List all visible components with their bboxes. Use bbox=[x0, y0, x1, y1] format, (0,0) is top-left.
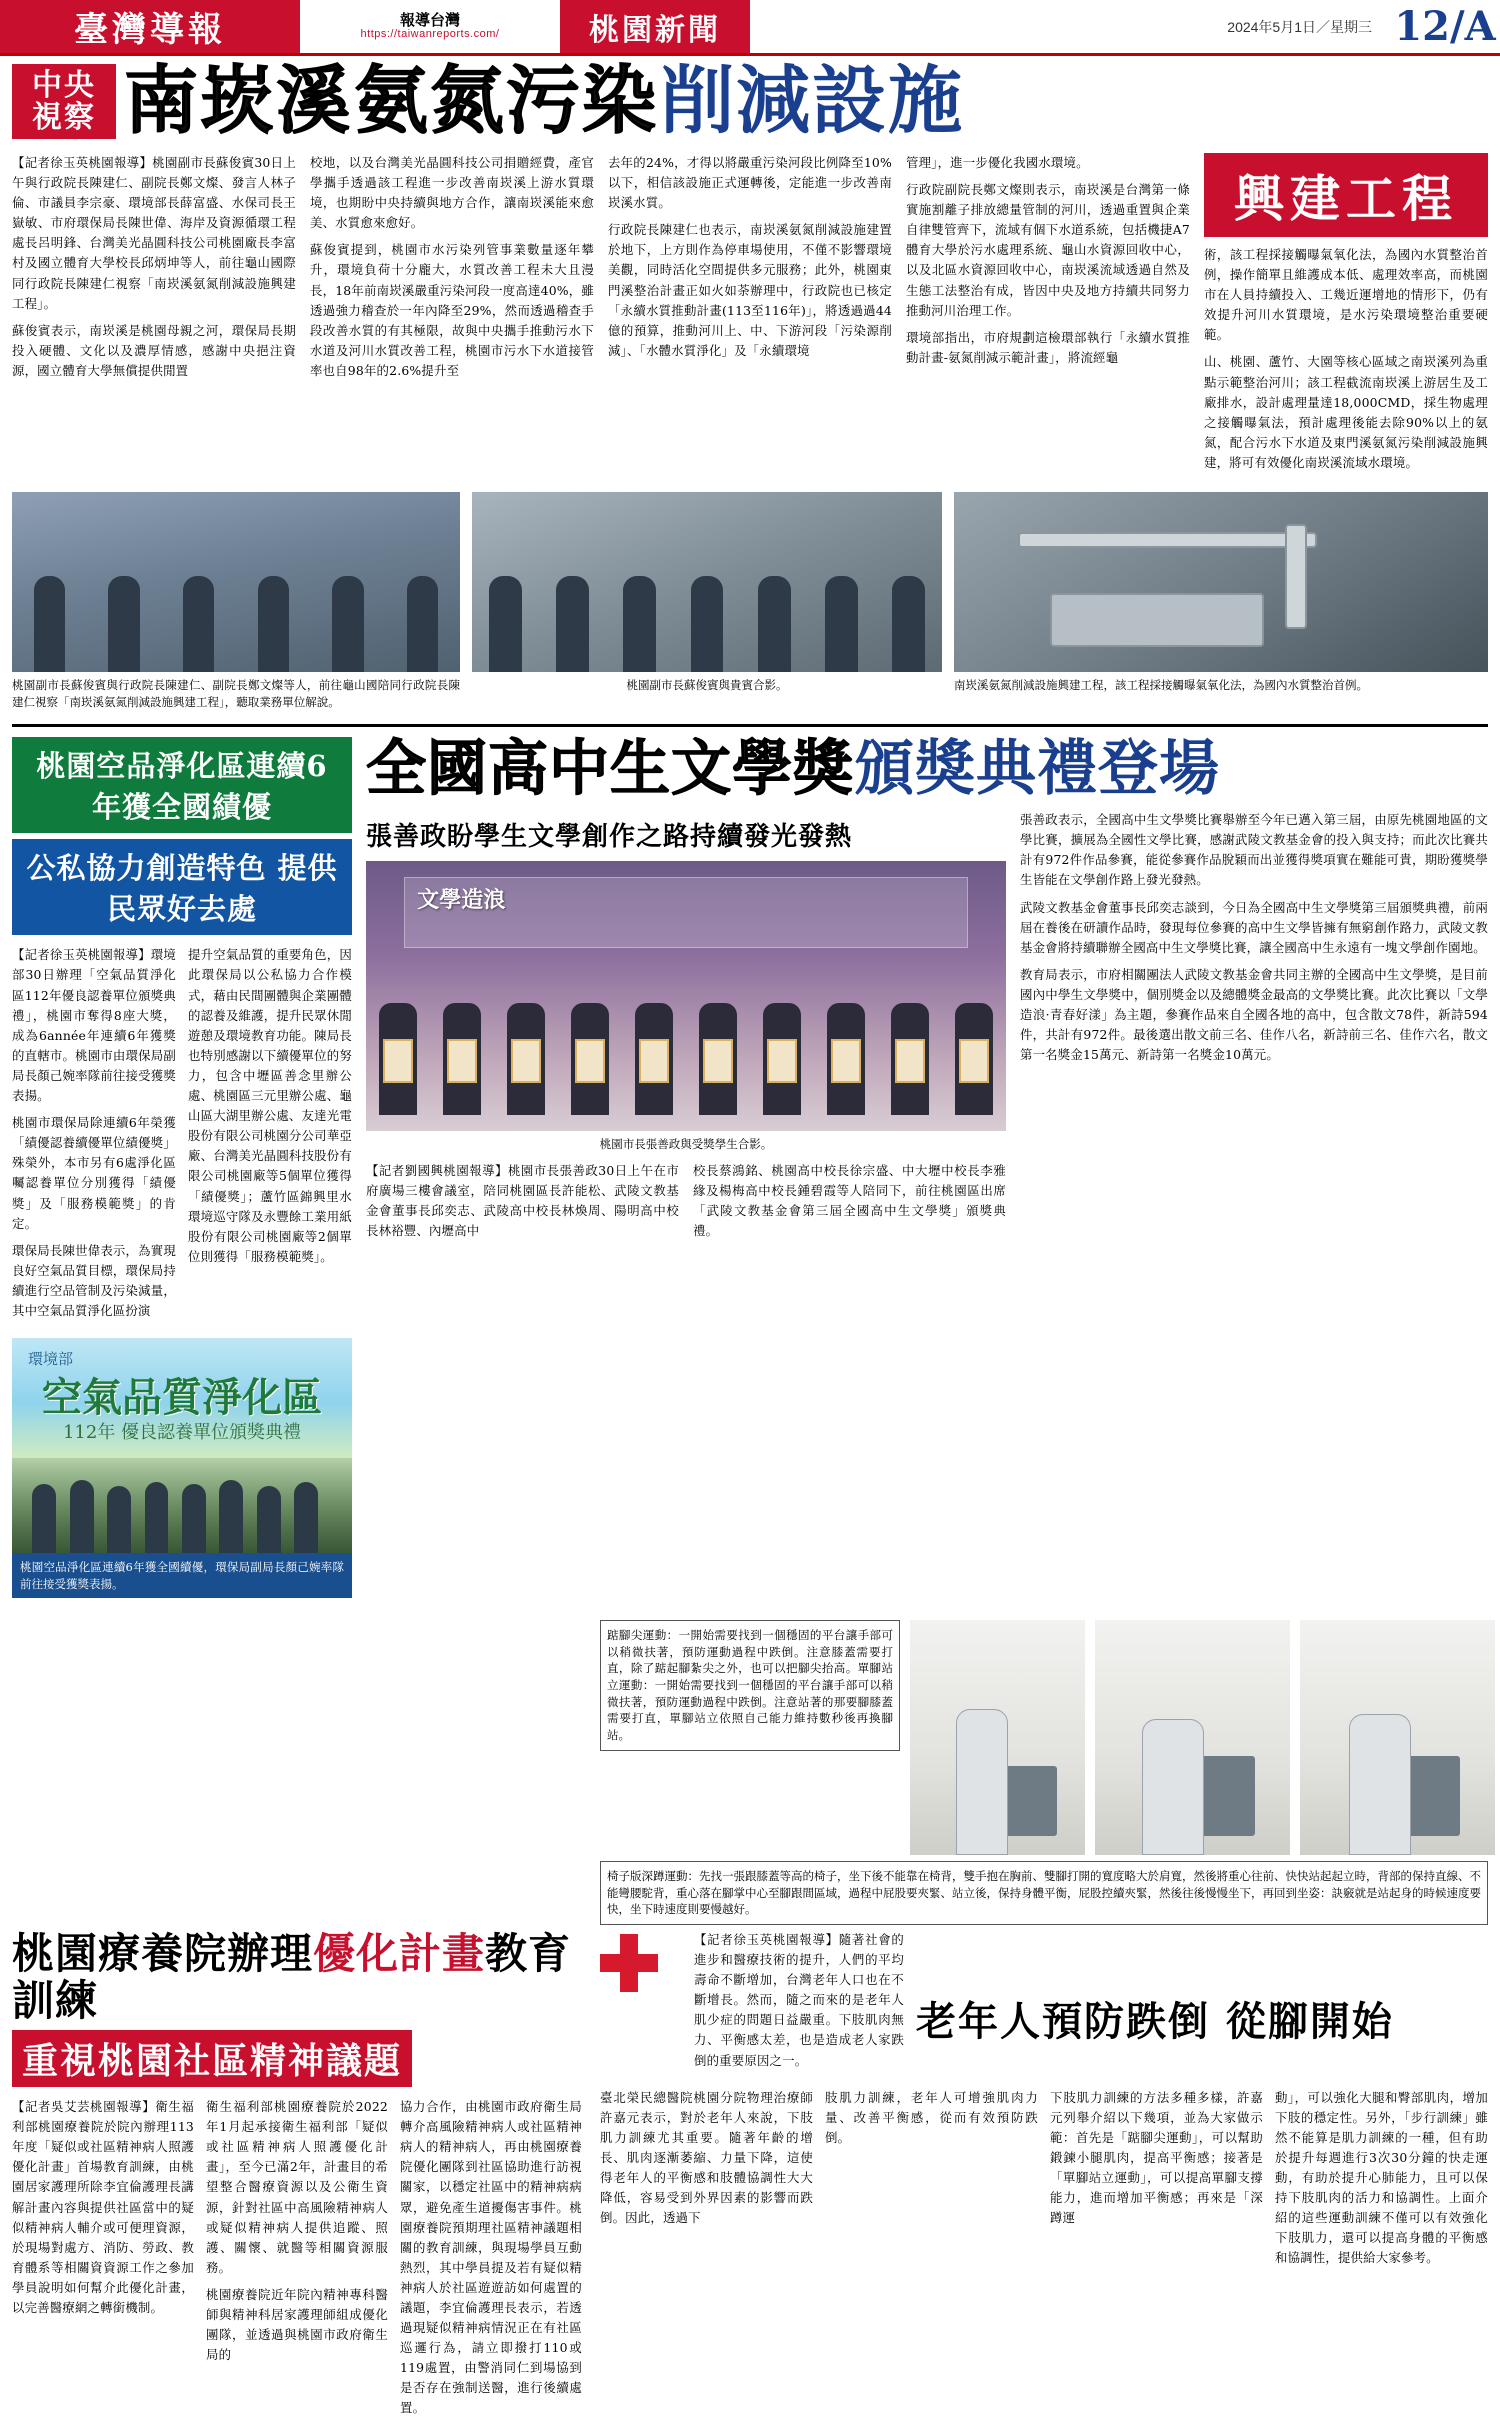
hospital-headline2-wrap bbox=[12, 2024, 582, 2087]
paragraph: 【記者吳艾芸桃園報導】衛生福利部桃園療養院於院內辦理113年度「疑似或社區精神病人照護優化計畫」首場教育訓練，由桃園居家護理所除李宜倫護理長講解計畫內容與提供社區當中的疑似精神病人輔介或可便理資源，於現場對處方、消防、勞政、教育體系等相關資資源工作之參加學員說明如何幫介此優化計畫，以完善醫療網之轉銜機制。 bbox=[12, 2099, 194, 2315]
paragraph: 衛生福利部桃園療養院於2022年1月起承接衛生福利部「疑似或社區精神病人照護優化計畫」，至今已滿2年，計畫目的希望整合醫療資源以及公衛生資源，針對社區中高風險精神病人或疑似精神病人提供追蹤、照護、關懷、就醫等相關資源服務。 bbox=[206, 2099, 388, 2275]
top-story-col-2 bbox=[310, 153, 594, 480]
air-banner-title: 空氣品質淨化區 bbox=[42, 1374, 322, 1422]
lit-photo-caption: 桃園市長張善政與受獎學生合影。 bbox=[599, 1137, 773, 1152]
air-banner bbox=[12, 1338, 352, 1553]
paragraph: 去年的24%，才得以將嚴重污染河段比例降至10%以下，相信該設施正式運轉後，定能進一步改善南崁溪水質。 bbox=[608, 155, 892, 211]
exercise-photos bbox=[600, 1620, 1488, 1855]
person-silhouette bbox=[258, 576, 289, 672]
person-with-certificate bbox=[507, 1003, 545, 1115]
red-cross-icon bbox=[600, 1934, 658, 1992]
person-with-certificate bbox=[635, 1003, 673, 1115]
hospital-headline2: 重視桃園社區精神議題 bbox=[12, 2030, 412, 2087]
exercise-caption-1: 踮腳尖運動：一開始需要找到一個穩固的平台讓手部可以稍微扶著，預防運動過程中跌倒。注意膝蓋需要打直，除了踮起腳紮尖之外，也可以把腳尖抬高。單腳站立運動：一開始需要找到一個穩固的平台讓手部可以稍微扶著，預防運動過程中跌倒。注意站著的那要腳膝蓋需要打直，單腳站立依照自己能力維持數秒後再換腳站。 bbox=[600, 1620, 900, 1751]
hospital-col-3 bbox=[400, 2097, 582, 2426]
masthead bbox=[0, 0, 1500, 56]
top-story-col-3 bbox=[608, 153, 892, 480]
paragraph: 【記者徐玉英桃園報導】環境部30日辦理「空氣品質淨化區112年優良認養單位頒獎典禮」，桃園市奪得8座大獎，成為6année年連續6年獲獎的直轄市。桃園市由環保局副局長顏己婉率隊前往接受獲獎表揚。 bbox=[12, 947, 176, 1104]
person-silhouette bbox=[825, 576, 858, 672]
paragraph: 校地，以及台灣美光晶圓科技公司捐贈經費，產官學攜手透過該工程進一步改善南崁溪上游水質環境，也期盼中央持續與地方合作，讓南崁溪能來愈美、水質愈來愈好。 bbox=[310, 155, 594, 231]
paragraph: 武陵文教基金會董事長邱奕志談到，今日為全國高中生文學獎第三屆頒獎典禮，前兩屆在養後在研讀作品時，發現每位參賽的高中生文學皆擁有無窮創作路力，武陵文教基金會將持續聯辦全國高中生文學獎比賽，讓全國高中生永遠有一塊文學創作園地。 bbox=[1020, 899, 1488, 955]
story-literature bbox=[366, 734, 1488, 1598]
lit-lower-cols bbox=[366, 1161, 1006, 1248]
exercise-photo-band bbox=[600, 1620, 1488, 1925]
lit-col-1 bbox=[366, 1161, 679, 1248]
person-silhouette bbox=[407, 576, 438, 672]
hospital-headline-part1: 桃園療養院辦理 bbox=[12, 1929, 314, 1978]
paragraph: 肢肌力訓練，老年人可增強肌肉力量、改善平衡感，從而有效預防跌倒。 bbox=[825, 2089, 1038, 2145]
person-with-certificate bbox=[763, 1003, 801, 1115]
air-headline-green: 桃園空品淨化區連續6年獲全國績優 bbox=[12, 737, 352, 833]
top-story-headline-row bbox=[12, 58, 1488, 144]
air-banner-sub: 112年 優良認養單位頒獎典禮 bbox=[62, 1422, 302, 1444]
person-with-certificate bbox=[955, 1003, 993, 1115]
paragraph: 術，該工程採接觸曝氣氧化法，為國內水質整治首例，操作簡單且維護成本低、處理效率高，而桃園市在人員持續投入、工幾近運增地的情形下，仍有效提升河川水質環境，是水污染環境整治重要硬範。 bbox=[1204, 247, 1488, 343]
top-story-caption-2: 桃園副市長蘇俊賓與貴賓合影。 bbox=[626, 678, 788, 693]
fall-col-3 bbox=[1050, 2088, 1263, 2276]
pipe-shape bbox=[1285, 524, 1307, 628]
exercise-photo-1 bbox=[910, 1620, 1085, 1855]
top-story-caption-3: 南崁溪氨氮削減設施興建工程，該工程採接觸曝氣氧化法，為國內水質整治首例。 bbox=[954, 678, 1368, 693]
paragraph: 山、桃園、蘆竹、大園等核心區域之南崁溪列為重點示範整治河川；該工程截流南崁溪上游居生及工廠排水，設計處理量達18,000CMD，採生物處理之接觸曝氣法，預計處理後能去除90%以上的氨氮，配合污水下水道及東門溪氨氮污染削減設施興建，將可有效優化南崁溪流域水環境。 bbox=[1204, 354, 1488, 470]
paragraph: 桃園療養院近年院內精神專科醫師與精神科居家護理師組成優化團隊，並透過與桃園市政府衛生局的 bbox=[206, 2286, 388, 2363]
fall-source-note bbox=[694, 1930, 904, 2078]
pipe-shape bbox=[1018, 532, 1317, 548]
top-story-col-5 bbox=[1204, 153, 1488, 480]
paragraph: 動」，可以強化大腿和臀部肌肉，增加下肢的穩定性。另外，「步行訓練」雖然不能算是肌力訓練的一種，但有助於提升每週進行3次30分鐘的快走運動，有助於提升心肺能力，且可以保持下肢肌肉的活力和協調性。上面介紹的這些運動訓練不僅可以有效強化下肢肌力，還可以提高身體的平衡感和協調性，提供給大家參考。 bbox=[1275, 2089, 1488, 2266]
paragraph: 張善政表示，全國高中生文學獎比賽舉辦至今年已邁入第三屆，由原先桃園地區的文學比賽，擴展為全國性文學比賽，感謝武陵文教基金會的投入與支持；而此次比賽共計有972件作品參賽，能從參賽作品脫穎而出並獲得獎項實在難能可貴，期盼獲獎學生皆能在文學創作路上發光發熱。 bbox=[1020, 812, 1488, 888]
lit-photo bbox=[366, 861, 1006, 1131]
top-story bbox=[0, 56, 1500, 710]
story-fall bbox=[600, 1930, 1488, 2276]
person-with-certificate bbox=[379, 1003, 417, 1115]
divider bbox=[12, 724, 1488, 727]
top-story-photo-1-wrap bbox=[12, 492, 460, 710]
person-silhouette bbox=[1142, 1719, 1204, 1855]
air-banner-org: 環境部 bbox=[28, 1350, 74, 1369]
top-story-body bbox=[12, 153, 1488, 480]
hospital-headline-highlight: 優化計畫 bbox=[313, 1929, 486, 1978]
person-silhouette bbox=[108, 576, 139, 672]
masthead-date: 2024年5月1日／星期三 bbox=[1227, 18, 1372, 35]
top-story-caption-1: 桃園副市長蘇俊賓與行政院長陳建仁、副院長鄭文燦等人，前往龜山國陪同行政院長陳建仁視察「南崁溪氨氮削減設施興建工程」，聽取業務單位解說。 bbox=[12, 678, 460, 709]
hospital-col-2 bbox=[206, 2097, 388, 2426]
exercise-caption-2: 椅子版深蹲運動：先找一張跟膝蓋等高的椅子，坐下後不能靠在椅背，雙手抱在胸前、雙腳打開的寬度略大於肩寬，然後將重心往前、快快站起起立時，背部的保持直線、不能彎腰駝背，重心落在腳掌中心至腳跟間區域，過程中屁股要夾緊、站立後，保持身體平衡，屁股控續夾緊，然後往後慢慢坐下，再回到坐姿：訣竅就是站起身的時候速度要快，坐下時速度則要慢越好。 bbox=[600, 1861, 1488, 1925]
person-silhouette bbox=[489, 576, 522, 672]
lit-upper bbox=[366, 810, 1488, 1248]
person-with-certificate bbox=[827, 1003, 865, 1115]
paragraph: 下肢肌力訓練的方法多種多樣，許嘉元列舉介紹以下幾項，並為大家做示範：首先是「踮腳尖運動」，可以幫助鍛鍊小腿肌肉，提高平衡感；接著是「單腳站立運動」，可以提高單腳支撐能力，進而增加平衡感；再來是「深蹲運 bbox=[1050, 2089, 1263, 2226]
person-silhouette bbox=[107, 1486, 131, 1553]
hospital-body bbox=[12, 2097, 582, 2426]
paragraph: 教育局表示，市府相關團法人武陵文教基金會共同主辦的全國高中生文學獎，是目前國內中學生文學獎中，個別獎金以及總體獎金最高的文學獎比賽。此次比賽以「文學造浪·青春好漾」為主題，參賽作品來自全國各地的高中，包含散文78件，新詩594件，共計有972件。最後選出散文前三名、佳作八名，新詩前三名、佳作六名，散文第一名獎金15萬元、新詩第一名獎金10萬元。 bbox=[1020, 966, 1488, 1063]
person-silhouette bbox=[332, 576, 363, 672]
paragraph: 行政院長陳建仁也表示，南崁溪氨氮削減設施建置於地下，上方則作為停車場使用，不僅不影響環境美觀，同時活化空間提供多元服務；此外，桃園東門溪整治計畫正如火如荼辦理中，行政院也已核定「永續水質推動計畫(113至116年)」，將透過過44億的預算，推動河川上、中、下游河段「污染源削減」、「水體水質淨化」及「永續環境 bbox=[608, 222, 892, 358]
paragraph: 環境部指出，市府規劃這檢環部執行「永續水質推動計畫-氨氮削減示範計畫」，將流經龜 bbox=[906, 329, 1190, 365]
top-story-headline-part3: 削減設施 bbox=[660, 58, 964, 144]
story-hospital bbox=[12, 1930, 582, 2426]
lit-subhead: 張善政盼學生文學創作之路持續發光發熱 bbox=[366, 822, 853, 853]
person-silhouette bbox=[70, 1480, 94, 1553]
top-story-photo-2-wrap bbox=[472, 492, 942, 710]
top-story-col-1 bbox=[12, 153, 296, 480]
paragraph: 桃園市環保局除連續6年榮獲「績優認養續優單位績優獎」殊榮外，本市另有6處淨化區囑認養單位分別獲得「績優獎」及「服務模範獎」的肯定。 bbox=[12, 1115, 176, 1231]
lit-col-2 bbox=[693, 1161, 1006, 1248]
tank-shape bbox=[1050, 593, 1264, 647]
paragraph: 【記者劉國興桃園報導】桃園市長張善政30日上午在市府廣場三樓會議室，陪同桃園區長許能松、武陵文教基金會董事長邱奕志、武陵高中校長林煥周、陽明高中校長林裕豐、內壢高中 bbox=[366, 1162, 679, 1239]
exercise-photo-2 bbox=[1095, 1620, 1290, 1855]
hospital-col-1 bbox=[12, 2097, 194, 2426]
paragraph: 校長蔡鴻銘、桃園高中校長徐宗盛、中大壢中校長李雅緣及楊梅高中校長鍾碧霞等人陪同下，前往桃園區出席「武陵文教基金會第三屆全國高中生文學獎」頒獎典禮。 bbox=[693, 1162, 1006, 1239]
fall-headline: 老年人預防跌倒 從腳開始 bbox=[916, 1998, 1394, 2045]
top-story-headline bbox=[124, 58, 964, 144]
fall-col-4 bbox=[1275, 2088, 1488, 2276]
paragraph: 提升空氣品質的重要角色，因此環保局以公私協力合作模式，藉由民間團體與企業團體的認養及維護，提升民眾休閒遊憩及環境教育功能。陳局長也特別感謝以下續優單位的努力，包含中壢區善念里辦公處、桃園區三元里辦公處、龜山區大湖里辦公處、友達光電股份有限公司桃園分公司華亞廠、台灣美光晶圓科技股份有限公司桃園廠等5個單位獲得「績優獎」；蘆竹區錦興里水環境巡守隊及永豐餘工業用紙股份有限公司桃園廠等2個單位則獲得「服務模範獎」。 bbox=[188, 947, 352, 1264]
air-col-1 bbox=[12, 945, 176, 1328]
person-with-certificate bbox=[571, 1003, 609, 1115]
top-story-photo-2 bbox=[472, 492, 942, 672]
photo-people-group bbox=[472, 560, 942, 672]
person-with-certificate bbox=[891, 1003, 929, 1115]
stage-people-row bbox=[366, 991, 1006, 1115]
fall-col-2 bbox=[825, 2088, 1038, 2276]
photo-people-group bbox=[12, 560, 460, 672]
top-story-headline-part2: 氨氮污染 bbox=[354, 58, 658, 144]
top-story-subhead-box: 興建工程 bbox=[1204, 153, 1488, 237]
fall-top-row bbox=[600, 1930, 1488, 2078]
story-air-quality bbox=[12, 737, 352, 1598]
red-cross-wrap bbox=[600, 1930, 682, 1997]
paragraph: 蘇俊賓表示，南崁溪是桃園母親之河，環保局長期投入硬體、文化以及濃厚情感，感謝中央挹注資源，國立體育大學無償提供閒置 bbox=[12, 322, 296, 378]
paragraph: 蘇俊賓提到，桃園市水污染列管事業數量逐年攀升，環境負荷十分龐大，水質改善工程未大且漫長，18年前南崁溪嚴重污染河段一度高達40%，雖透過強力稽查於一年內降至29%，然而透過稽查手段改善水質的有其極限，故與中央攜手推動污水下水道及河川水質改善工程，桃園市污水下水道接管率也自98年的2.6%提升至 bbox=[310, 242, 594, 378]
air-photo bbox=[12, 1338, 352, 1553]
hospital-headline-part2: 教育訓練 bbox=[12, 1929, 572, 2026]
hospital-headline bbox=[12, 1930, 582, 2024]
exercise-photo-3 bbox=[1300, 1620, 1495, 1855]
exercise-caption-1-wrap bbox=[600, 1620, 900, 1855]
masthead-page-number: 12/A bbox=[1394, 3, 1496, 50]
person-silhouette bbox=[32, 1484, 56, 1553]
person-silhouette bbox=[34, 576, 65, 672]
person-silhouette bbox=[183, 576, 214, 672]
lit-headline-dark: 全國高中生文學獎 bbox=[366, 734, 854, 805]
lit-left bbox=[366, 810, 1006, 1248]
person-silhouette bbox=[892, 576, 925, 672]
person-silhouette bbox=[219, 1480, 243, 1553]
person-silhouette bbox=[623, 576, 656, 672]
person-silhouette bbox=[956, 1709, 1009, 1855]
masthead-section: 桃園新聞 bbox=[560, 0, 750, 53]
person-with-certificate bbox=[699, 1003, 737, 1115]
top-story-photo-row bbox=[12, 492, 1488, 710]
paragraph: 臺北榮民總醫院桃園分院物理治療師許嘉元表示，對於老年人來說，下肢肌力訓練尤其重要。隨著年齡的增長、肌肉逐漸萎縮、力量下降，這使得老年人的平衡感和肢體協調性大大降低，容易受到外界因素的影響而跌倒。因此，透過下 bbox=[600, 2089, 813, 2226]
masthead-logo: 臺灣導報 bbox=[0, 0, 300, 53]
top-story-headline-part1: 南崁溪 bbox=[124, 58, 352, 144]
paragraph: 行政院副院長鄭文燦則表示，南崁溪是台灣第一條實施割離子排放總量管制的河川，透過重置與企業自律雙管齊下，流域有個下水道系統，包括機捷A7體育大學於污水處理系統、龜山水資源回收中心，以及北區水資源回收中心，南崁溪流域透過自然及生態工法整治有成，皆因中央及地方持續共同努力推動河川治理工作。 bbox=[906, 182, 1190, 318]
lit-col-3 bbox=[1020, 810, 1488, 1248]
paragraph: 【記者徐玉英桃園報導】隨著社會的進步和醫療技術的提升，人們的平均壽命不斷增加，台灣老年人口也在不斷增長。然而，隨之而來的是老年人肌少症的問題日益嚴重。下肢肌肉無力、平衡感太差，也是造成老人家跌倒的重要原因之一。 bbox=[694, 1932, 904, 2068]
person-silhouette bbox=[294, 1482, 318, 1553]
stage-banner-text: 文學造浪 bbox=[417, 886, 506, 913]
paragraph: 協力合作，由桃園市政府衛生局轉介高風險精神病人或社區精神病人的精神病人，再由桃園療養院優化團隊到社區協助進行訪視關家，以穩定社區中的精神病病眾，避免產生道擾傷害事件。桃園療養院預期理社區精神議題相關的教育訓練，與現場學員互動熱烈，其中學員提及若有疑似精神病人於社區遊遊訪如何處置的議題，李宜倫護理長表示，若透過現疑似精神病情況正在有社區巡邏行為，請立即撥打110或119處置，由警消同仁到場協到是否存在強制送醫，進行後續處置。 bbox=[400, 2099, 582, 2416]
person-silhouette bbox=[182, 1484, 206, 1553]
person-with-certificate bbox=[443, 1003, 481, 1115]
person-silhouette bbox=[145, 1482, 169, 1553]
fall-col-1 bbox=[600, 2088, 813, 2276]
top-story-photo-1 bbox=[12, 492, 460, 672]
person-silhouette bbox=[758, 576, 791, 672]
lit-headline bbox=[366, 734, 1488, 805]
fall-body bbox=[600, 2088, 1488, 2276]
paragraph: 管理」，進一步優化我國水環境。 bbox=[906, 155, 1089, 170]
air-col-2 bbox=[188, 945, 352, 1328]
masthead-spacer bbox=[750, 0, 1227, 53]
person-silhouette bbox=[556, 576, 589, 672]
masthead-center bbox=[300, 0, 560, 53]
top-story-badge: 中央視察 bbox=[12, 64, 116, 139]
person-silhouette bbox=[691, 576, 724, 672]
masthead-center-title: 報導台灣 bbox=[399, 11, 460, 29]
top-story-photo-3 bbox=[954, 492, 1488, 672]
person-silhouette bbox=[257, 1486, 281, 1553]
air-body bbox=[12, 945, 352, 1328]
middle-band bbox=[0, 734, 1500, 1598]
lit-headline-blue: 頒獎典禮登場 bbox=[854, 734, 1220, 805]
air-photo-caption: 桃園空品淨化區連續6年獲全國續優，環保局副局長顏己婉率隊前往接受獲獎表揚。 bbox=[12, 1553, 352, 1598]
paragraph: 【記者徐玉英桃園報導】桃園副市長蘇俊賓30日上午與行政院長陳建仁、副院長鄭文燦、發言人林子倫、市議員李宗豪、環境部長薛富盛、水保司長王嶽敏、市府環保局長陳世偉、海岸及資源循環工程處長呂明鋒、台灣美光晶圓科技公司桃園廠長李富村及國立體育大學校長邱炳坤等人，前往龜山國際同行政院長陳建仁視察「南崁溪氨氮削減設施興建工程」。 bbox=[12, 155, 296, 311]
top-story-photo-3-wrap bbox=[954, 492, 1488, 710]
person-silhouette bbox=[1349, 1714, 1411, 1855]
fall-headline-wrap bbox=[916, 1930, 1488, 2047]
masthead-url[interactable]: https://taiwanreports.com/ bbox=[360, 27, 500, 40]
air-headline-blue: 公私協力創造特色 提供民眾好去處 bbox=[12, 839, 352, 935]
paragraph: 環保局長陳世偉表示，為實現良好空氣品質目標，環保局持續進行空品管制及污染減量，其中空氣品質淨化區扮演 bbox=[12, 1242, 176, 1318]
top-story-col-4 bbox=[906, 153, 1190, 480]
